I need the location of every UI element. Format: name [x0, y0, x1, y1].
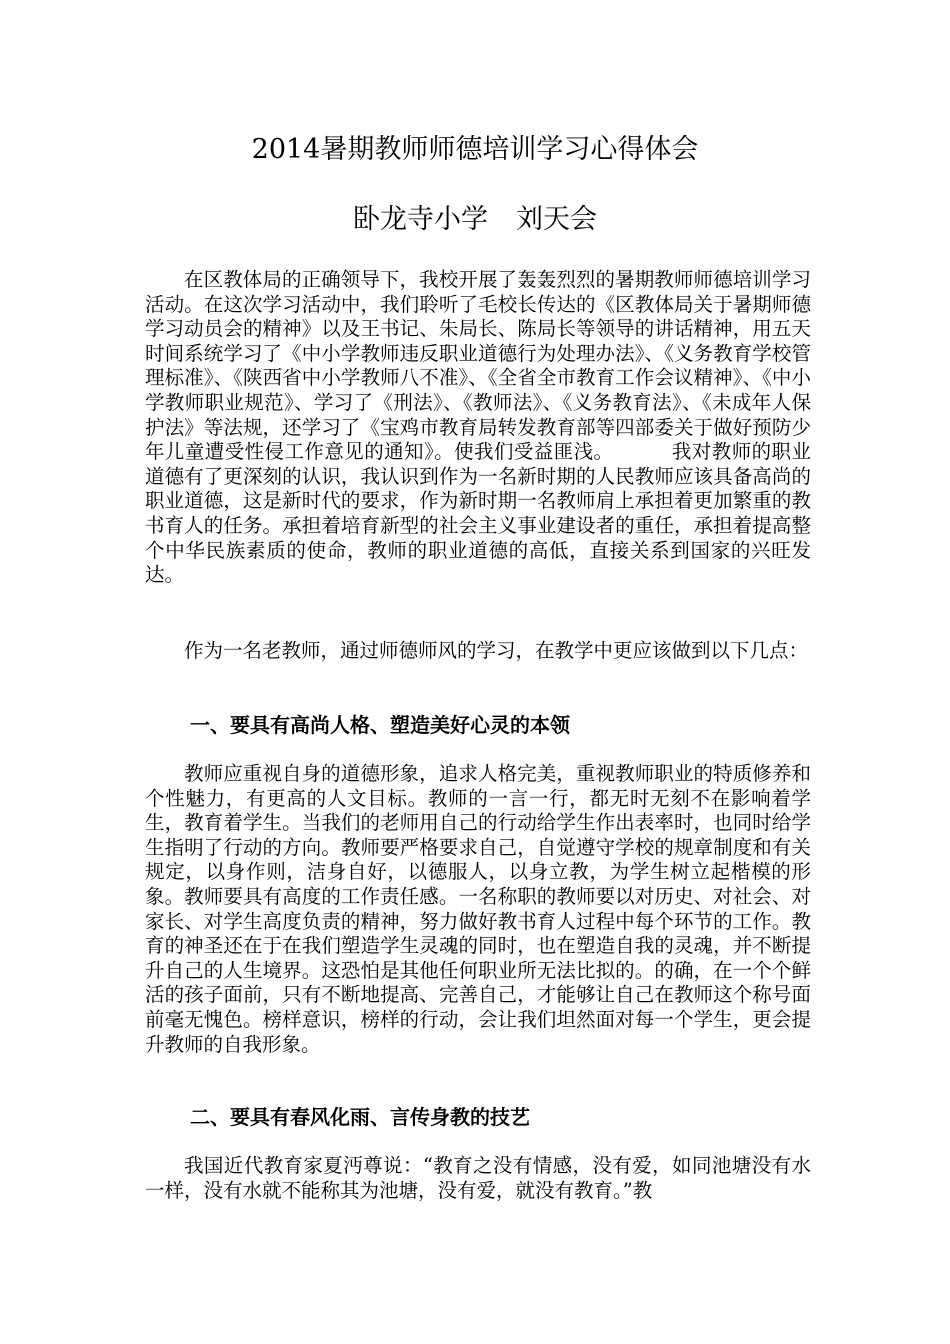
paragraph-intro: [145, 268, 811, 588]
author-line: [0, 203, 950, 237]
author-school: 卧龙寺小学: [353, 204, 488, 235]
paragraph-section-1: 教师应重视自身的道德形象，追求人格完美，重视教师职业的特质修养和个性魅力，有更高的人文目标。教师的一言一行，都无时无刻不在影响着学生，教育着学生。当我们的老师用自己的行动给学生作出表率时，也同时给学生指明了行动的方向。教师要严格要求自己，自觉遵守学校的规章制度和有关规定，以身作则，洁身自好，以德服人，以身立教，为学生树立起楷模的形象。教师要具有高度的工作责任感。一名称职的教师要以对历史、对社会、对家长、对学生高度负责的精神，努力做好教书育人过程中每个环节的工作。教育的神圣还在于在我们塑造学生灵魂的同时，也在塑造自我的灵魂，并不断提升自己的人生境界。这恐怕是其他任何职业所无法比拟的。的确，在一个个鲜活的孩子面前，只有不断地提高、完善自己，才能够让自己在教师这个称号面前毫无愧色。榜样意识，榜样的行动，会让我们坦然面对每一个学生，更会提升教师的自我形象。: [145, 762, 811, 1056]
section-heading-2: 二、要具有春风化雨、言传身教的技艺: [190, 1105, 530, 1129]
paragraph-intro-part2: 我对教师的职业道德有了更深刻的认识，我认识到作为一名新时期的人民教师应该具备高尚的职业道德，这是新时代的要求，作为新时期一名教师肩上承担着更加繁重的教书育人的任务。承担着培育新型的社会主义事业建设者的重任，承担着提高整个中华民族素质的使命，教师的职业道德的高低，直接关系到国家的兴旺发达。: [145, 440, 811, 587]
paragraph-points-intro: 作为一名老教师，通过师德师风的学习，在教学中更应该做到以下几点：: [184, 639, 809, 662]
paragraph-intro-part1: 在区教体局的正确领导下，我校开展了轰轰烈烈的暑期教师师德培训学习活动。在这次学习活动中，我们聆听了毛校长传达的《区教体局关于暑期师德学习动员会的精神》以及王书记、朱局长、陈局长等领导的讲话精神，用五天时间系统学习了《中小学教师违反职业道德行为处理办法》、《义务教育学校管理标准》、《陕西省中小学教师八不准》、《全省全市教育工作会议精神》、《中小学教师职业规范》、学习了《刑法》、《教师法》、《义务教育法》、《未成年人保护法》等法规，还学习了《宝鸡市教育局转发教育部等四部委关于做好预防少年儿童遭受性侵工作意见的通知》。使我们受益匪浅。: [145, 268, 811, 464]
section-heading-1: 一、要具有高尚人格、塑造美好心灵的本领: [190, 713, 570, 737]
document-title: 2014暑期教师师德培训学习心得体会: [251, 134, 699, 165]
paragraph-section-2: 我国近代教育家夏沔尊说：“教育之没有情感，没有爱，如同池塘没有水一样，没有水就不能称其为池塘，没有爱，就没有教育。”教: [145, 1154, 811, 1202]
author-name: 刘天会: [516, 204, 597, 235]
